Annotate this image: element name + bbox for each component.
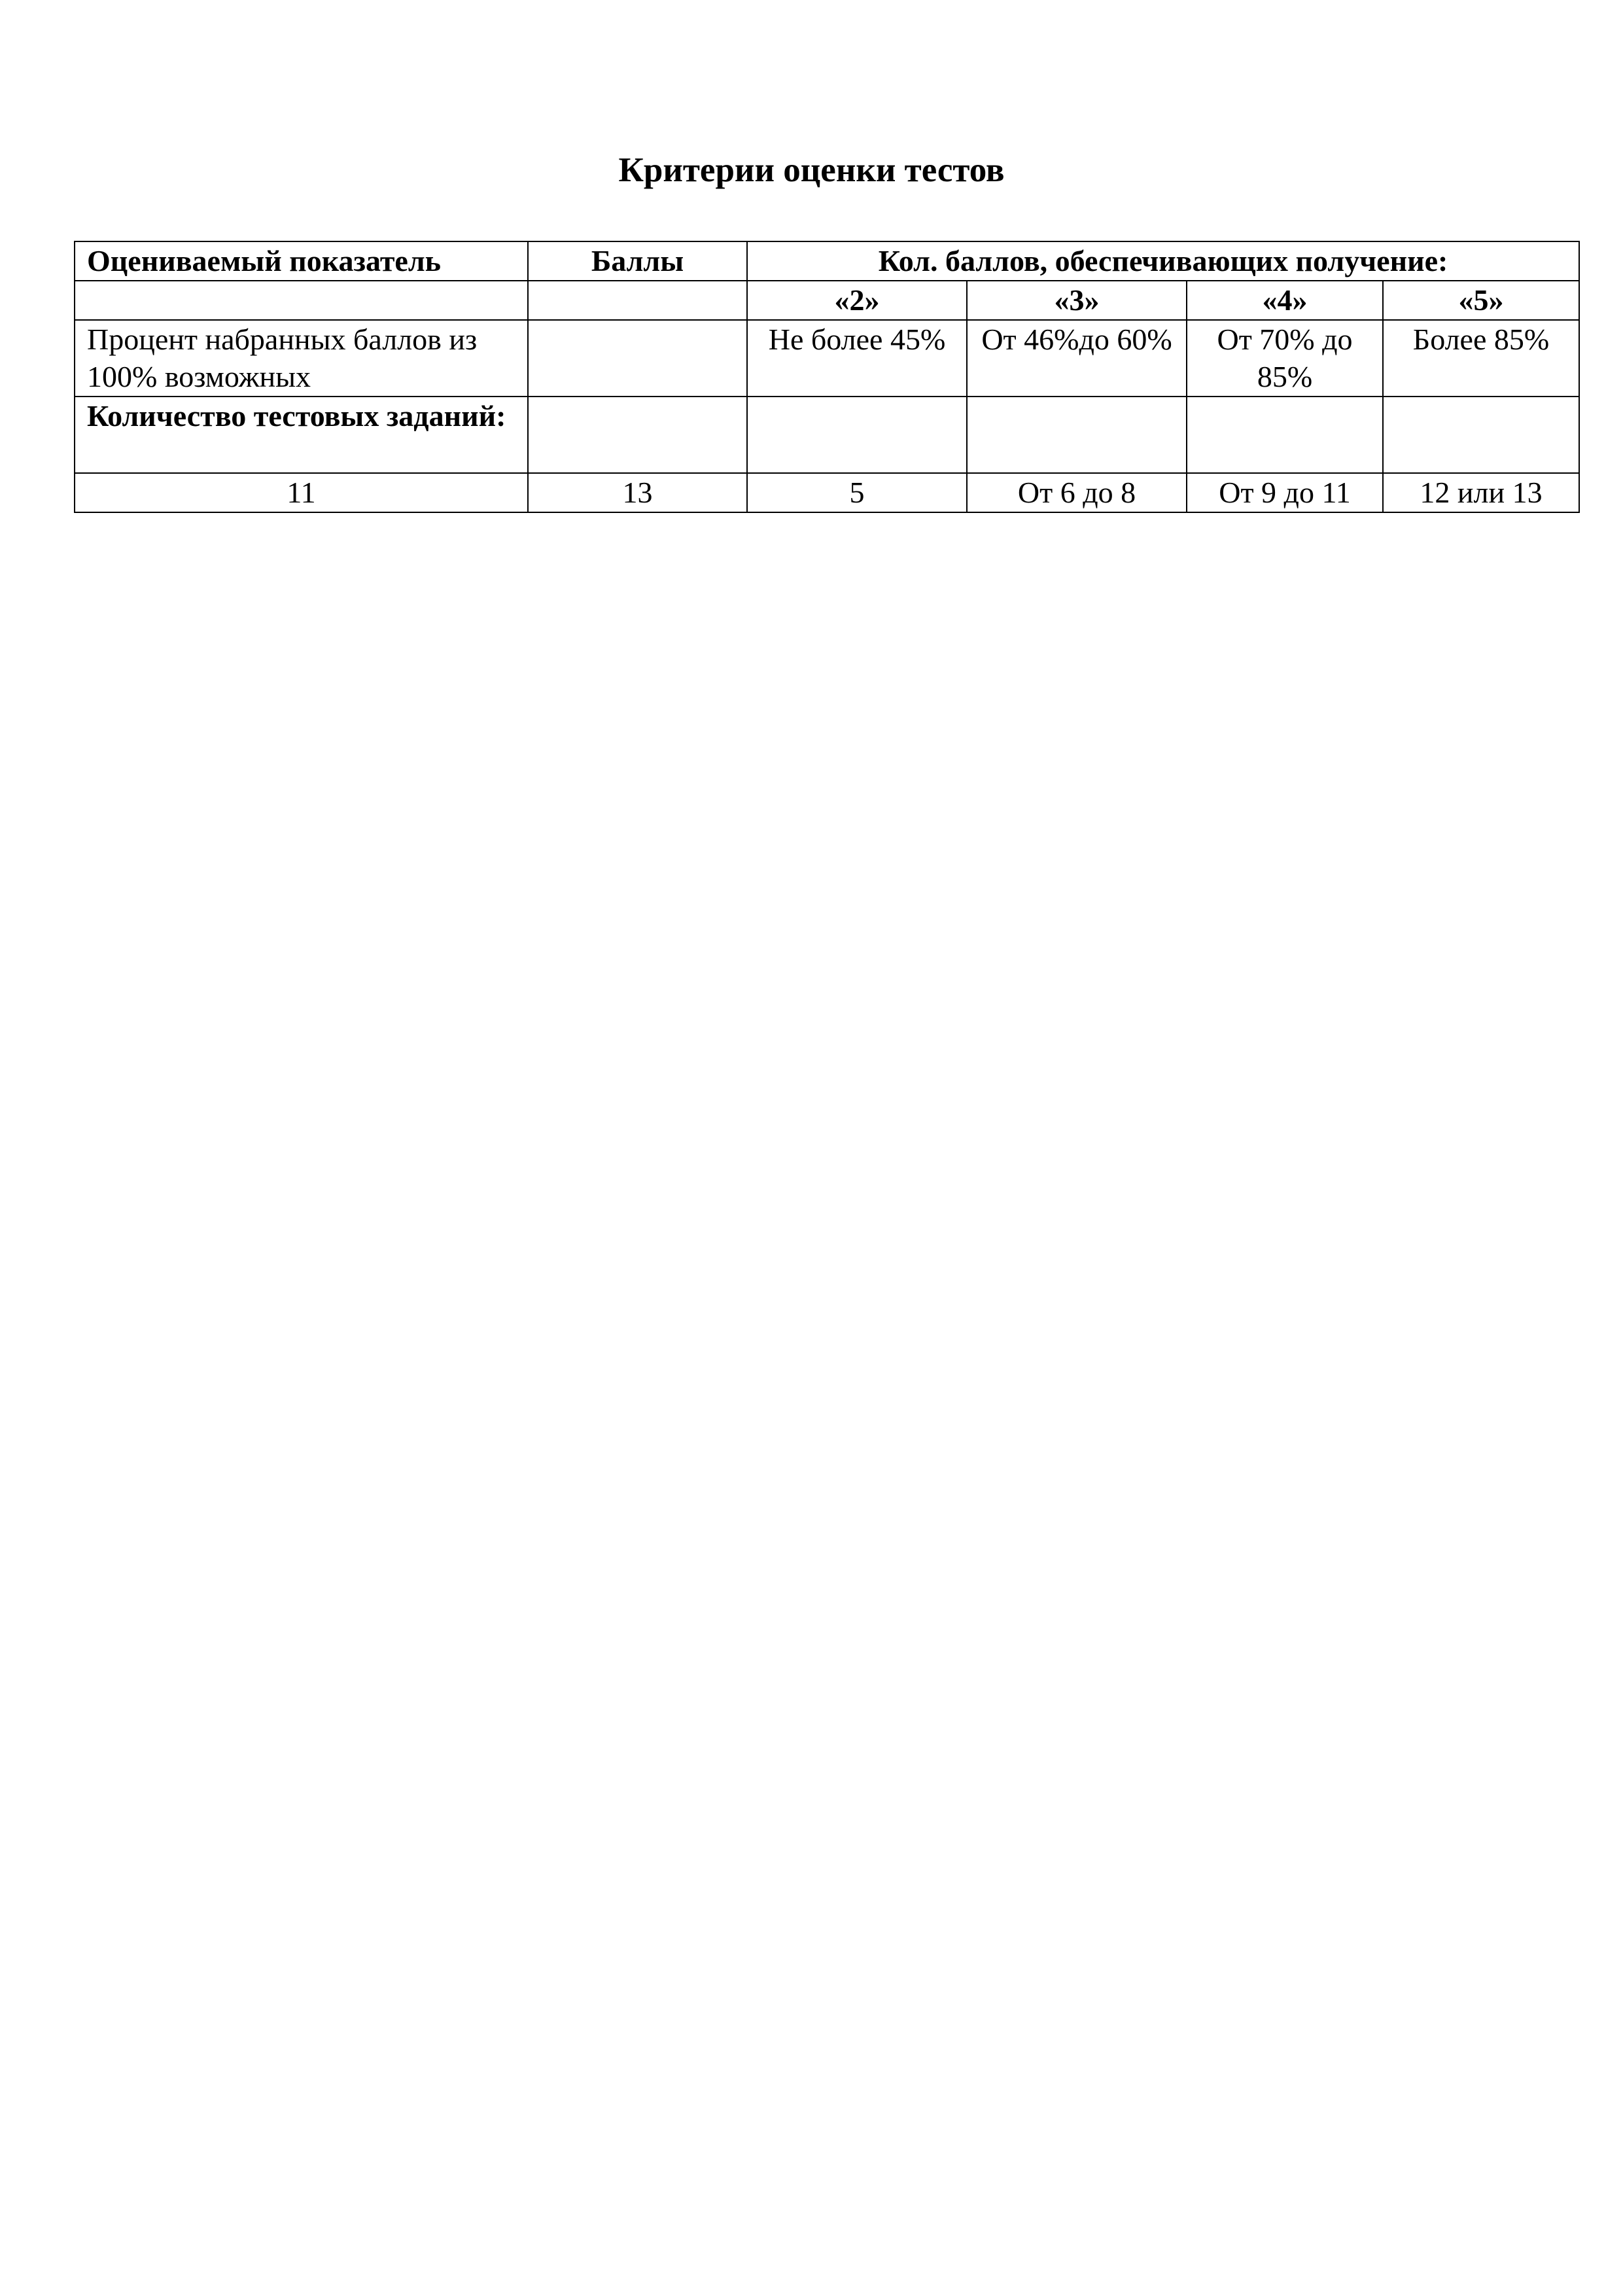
empty-cell xyxy=(747,397,967,473)
page-title: Критерии оценки тестов xyxy=(618,151,1005,189)
empty-cell xyxy=(528,281,747,320)
tasks-label-row xyxy=(75,397,1579,473)
table-header-row xyxy=(75,241,1579,281)
empty-cell xyxy=(967,397,1187,473)
grade-3: «3» xyxy=(967,281,1187,320)
percent-points xyxy=(528,320,747,397)
header-grades-group: Кол. баллов, обеспечивающих получение: xyxy=(747,241,1579,281)
tasks-grade-3: От 6 до 8 xyxy=(967,473,1187,512)
grade-2: «2» xyxy=(747,281,967,320)
grades-row xyxy=(75,281,1579,320)
tasks-grade-2: 5 xyxy=(747,473,967,512)
empty-cell xyxy=(1187,397,1383,473)
header-indicator: Оцениваемый показатель xyxy=(75,241,528,281)
empty-cell xyxy=(528,397,747,473)
grade-4: «4» xyxy=(1187,281,1383,320)
percent-grade-3: От 46%до 60% xyxy=(967,320,1187,397)
percent-grade-4: От 70% до 85% xyxy=(1187,320,1383,397)
header-points: Баллы xyxy=(528,241,747,281)
criteria-table xyxy=(74,241,1580,513)
percent-grade-2: Не более 45% xyxy=(747,320,967,397)
tasks-label: Количество тестовых заданий: xyxy=(75,397,528,473)
empty-cell xyxy=(75,281,528,320)
percent-label: Процент набранных баллов из 100% возможных xyxy=(75,320,528,397)
empty-cell xyxy=(1383,397,1579,473)
tasks-grade-5: 12 или 13 xyxy=(1383,473,1579,512)
tasks-indicator-value: 11 xyxy=(75,473,528,512)
tasks-points-value: 13 xyxy=(528,473,747,512)
tasks-grade-4: От 9 до 11 xyxy=(1187,473,1383,512)
percent-row xyxy=(75,320,1579,397)
percent-grade-5: Более 85% xyxy=(1383,320,1579,397)
tasks-values-row xyxy=(75,473,1579,512)
grade-5: «5» xyxy=(1383,281,1579,320)
